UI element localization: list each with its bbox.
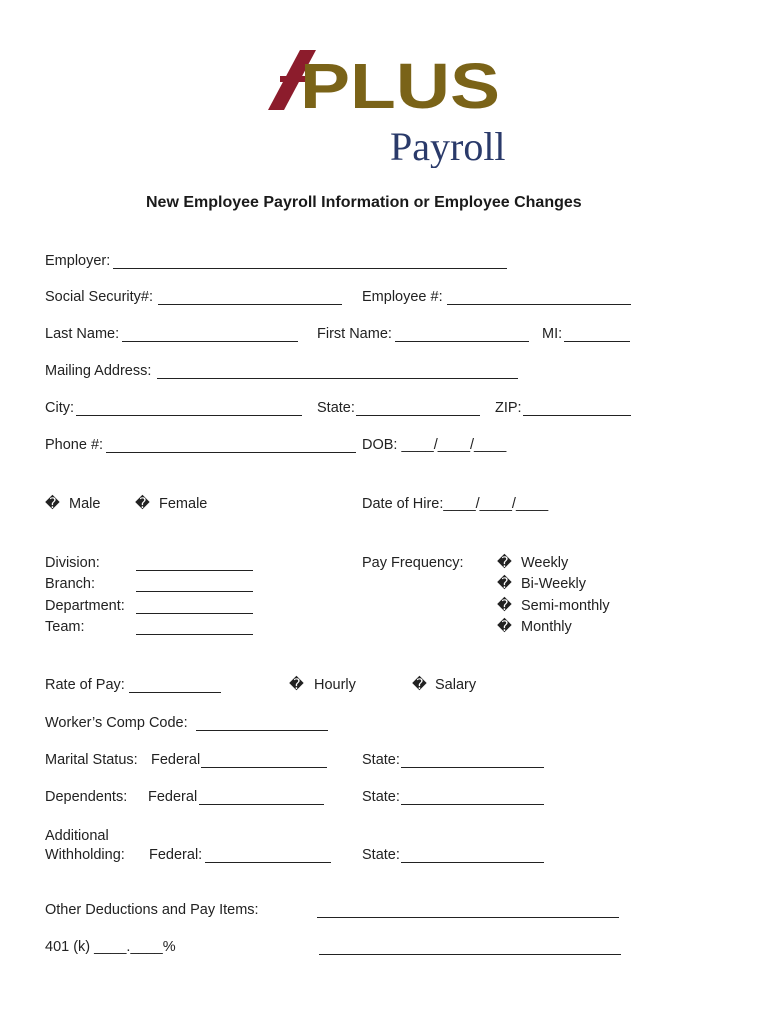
ssn-label: Social Security#: xyxy=(45,289,153,305)
svg-text:PLUS: PLUS xyxy=(300,50,500,122)
pay-frequency-label: Pay Frequency: xyxy=(362,555,464,571)
team-field[interactable] xyxy=(136,634,253,635)
employee-no-field[interactable] xyxy=(447,304,631,305)
department-field[interactable] xyxy=(136,613,253,614)
other-deductions-label: Other Deductions and Pay Items: xyxy=(45,902,259,918)
rate-of-pay-label: Rate of Pay: xyxy=(45,677,125,693)
dependents-federal-label: Federal xyxy=(148,789,198,805)
checkbox-icon: � xyxy=(289,677,304,693)
checkbox-icon: � xyxy=(45,496,60,512)
marital-federal-label: Federal xyxy=(151,752,201,768)
city-label: City: xyxy=(45,400,74,416)
withholding-state-field[interactable] xyxy=(401,862,544,863)
team-label: Team: xyxy=(45,619,85,635)
mi-label: MI: xyxy=(542,326,563,342)
hourly-checkbox[interactable] xyxy=(289,677,303,693)
salary-label: Salary xyxy=(435,677,477,693)
withholding-federal-label: Federal: xyxy=(149,847,203,863)
checkbox-icon: � xyxy=(497,576,512,592)
marital-state-field[interactable] xyxy=(401,767,544,768)
male-checkbox[interactable] xyxy=(45,496,59,512)
phone-label: Phone #: xyxy=(45,437,104,453)
semi-monthly-checkbox[interactable] xyxy=(497,598,511,614)
bi-weekly-label: Bi-Weekly xyxy=(521,576,586,592)
weekly-label: Weekly xyxy=(521,555,569,571)
form-title: New Employee Payroll Information or Employee Changes xyxy=(146,194,582,211)
mailing-address-field[interactable] xyxy=(157,378,518,379)
monthly-label: Monthly xyxy=(521,619,572,635)
branch-field[interactable] xyxy=(136,591,253,592)
401k-extra-field[interactable] xyxy=(319,954,621,955)
aplus-payroll-logo xyxy=(266,48,506,168)
last-name-field[interactable] xyxy=(122,341,298,342)
salary-checkbox[interactable] xyxy=(412,677,426,693)
monthly-checkbox[interactable] xyxy=(497,619,511,635)
dob-field[interactable]: DOB: ____/____/____ xyxy=(362,437,507,453)
first-name-label: First Name: xyxy=(317,326,392,342)
rate-of-pay-field[interactable] xyxy=(129,692,221,693)
last-name-label: Last Name: xyxy=(45,326,120,342)
401k-field[interactable]: 401 (k) ____.____% xyxy=(45,939,176,955)
workers-comp-label: Worker’s Comp Code: xyxy=(45,715,188,731)
checkbox-icon: � xyxy=(497,598,512,614)
employer-label: Employer: xyxy=(45,253,111,269)
state-label: State: xyxy=(317,400,355,416)
dependents-state-label: State: xyxy=(362,789,400,805)
phone-field[interactable] xyxy=(106,452,356,453)
dependents-label: Dependents: xyxy=(45,789,128,805)
zip-field[interactable] xyxy=(523,415,631,416)
zip-label: ZIP: xyxy=(495,400,522,416)
other-deductions-field[interactable] xyxy=(317,917,619,918)
state-field[interactable] xyxy=(356,415,480,416)
workers-comp-field[interactable] xyxy=(196,730,328,731)
female-label: Female xyxy=(159,496,208,512)
checkbox-icon: � xyxy=(135,496,150,512)
ssn-field[interactable] xyxy=(158,304,342,305)
department-label: Department: xyxy=(45,598,125,614)
female-checkbox[interactable] xyxy=(135,496,149,512)
hourly-label: Hourly xyxy=(314,677,356,693)
checkbox-icon: � xyxy=(412,677,427,693)
branch-label: Branch: xyxy=(45,576,95,592)
mailing-address-label: Mailing Address: xyxy=(45,363,152,379)
marital-status-label: Marital Status: xyxy=(45,752,138,768)
marital-federal-field[interactable] xyxy=(201,767,327,768)
division-field[interactable] xyxy=(136,570,253,571)
division-label: Division: xyxy=(45,555,100,571)
date-of-hire-field[interactable]: Date of Hire:____/____/____ xyxy=(362,496,549,512)
employer-field[interactable] xyxy=(113,268,507,269)
withholding-label: Withholding: xyxy=(45,847,125,863)
employee-no-label: Employee #: xyxy=(362,289,443,305)
withholding-federal-field[interactable] xyxy=(205,862,331,863)
marital-state-label: State: xyxy=(362,752,400,768)
svg-text:Payroll: Payroll xyxy=(390,124,506,168)
dependents-federal-field[interactable] xyxy=(199,804,324,805)
city-field[interactable] xyxy=(76,415,302,416)
dependents-state-field[interactable] xyxy=(401,804,544,805)
mi-field[interactable] xyxy=(564,341,630,342)
male-label: Male xyxy=(69,496,101,512)
additional-label: Additional xyxy=(45,828,109,844)
bi-weekly-checkbox[interactable] xyxy=(497,576,511,592)
weekly-checkbox[interactable] xyxy=(497,555,511,571)
first-name-field[interactable] xyxy=(395,341,529,342)
withholding-state-label: State: xyxy=(362,847,400,863)
checkbox-icon: � xyxy=(497,555,512,571)
semi-monthly-label: Semi-monthly xyxy=(521,598,610,614)
checkbox-icon: � xyxy=(497,619,512,635)
